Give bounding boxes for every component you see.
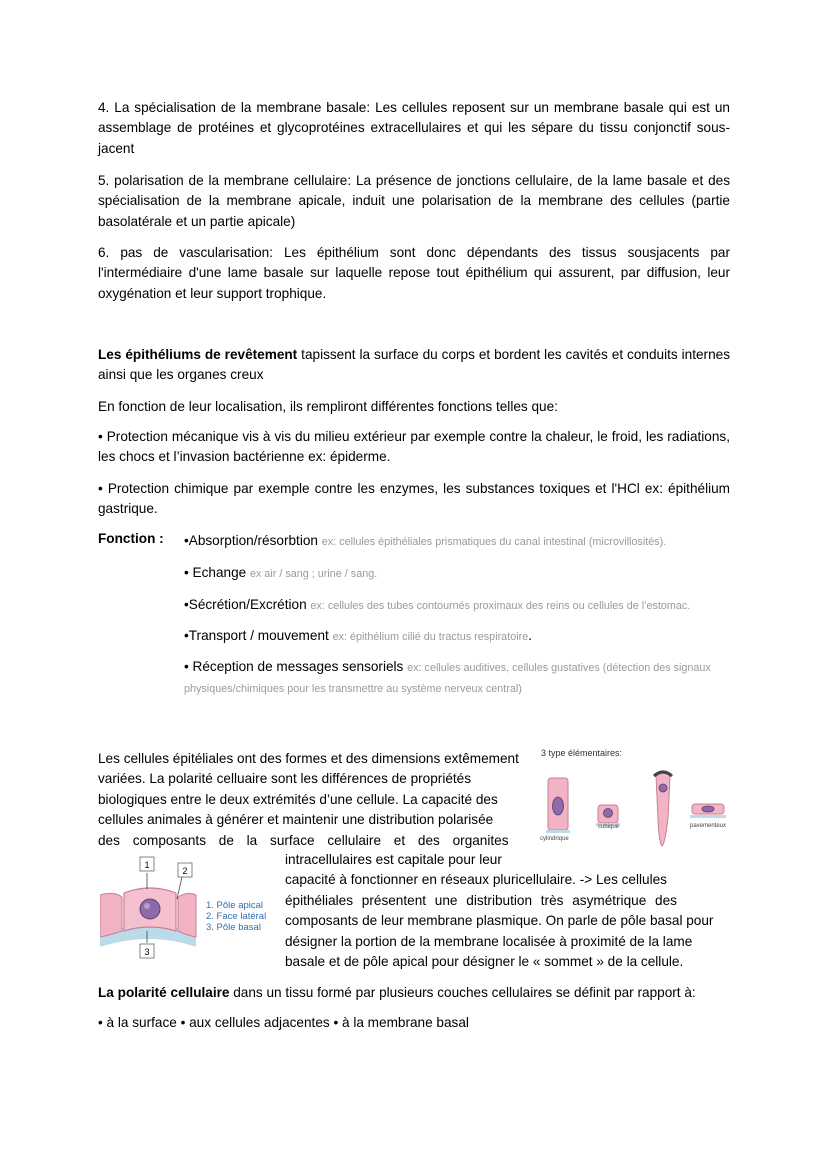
bullet-chemical: • Protection chimique par exemple contre les enzymes, les substances toxiques et l'HCl ex: épithélium gastrique. bbox=[98, 481, 730, 517]
definition-bold: La polarité cellulaire bbox=[98, 985, 230, 1000]
polarity-list: • à la surface • aux cellules adjacentes • à la membrane basal bbox=[98, 1015, 469, 1030]
polarite-wrap-text bbox=[285, 850, 729, 972]
function-item bbox=[184, 531, 764, 552]
cuboidal-cell-icon bbox=[596, 805, 620, 826]
caption-cylindrique: cylindrique bbox=[540, 836, 569, 842]
polarity-diagram bbox=[100, 855, 200, 960]
paragraph-polarisation: 5. polarisation de la membrane cellulaire: La présence de jonctions cellulaire, de la lame basale et des spécialisation de la membrane apicale, induit une polarisation de la membrane des cellules (partie basolatérale et un partie apicale) bbox=[98, 173, 730, 229]
text-line: basale et de pôle apical pour désigner le « sommet » de la cellule. bbox=[285, 954, 684, 970]
function-item bbox=[184, 657, 764, 699]
function-name: • Réception de messages sensoriels bbox=[184, 659, 404, 674]
paragraph-revetement bbox=[98, 345, 730, 386]
text-line: composants de leur membrane plasmique. On parle de pôle basal pour bbox=[285, 913, 714, 929]
text-line: biologiques entre le deux extrémités d’une cellule. La capacité des bbox=[98, 791, 498, 807]
fonction-label: Fonction : bbox=[98, 531, 164, 546]
paragraph-intro: En fonction de leur localisation, ils rempliront différentes fonctions telles que: bbox=[98, 399, 558, 414]
text-line: capacité à fonctionner en réseaux pluricellulaire. -> Les cellules bbox=[285, 872, 667, 888]
function-example: ex air / sang ; urine / sang. bbox=[249, 568, 378, 580]
label-number-3: 3 bbox=[144, 947, 150, 957]
function-example: ex: épithélium cilié du tractus respiratoire bbox=[332, 631, 529, 643]
function-example: ex: cellules auditives, cellules gustatives (détection des signaux physiques/chimiques pour les transmettre au système nerveux central) bbox=[184, 662, 711, 695]
paragraph-vascularisation: 6. pas de vascularisation: Les épithélium sont donc dépendants des tissus sousjacents par l'intermédiaire d'une lame basale sur laquelle repose tout épithélium qui assurent, par diffusion, leur oxygénation et leur support trophique. bbox=[98, 245, 730, 301]
label-number-1: 1 bbox=[144, 860, 150, 870]
legend-item: 3. Pôle basal bbox=[206, 922, 261, 933]
text-line: désigner la portion de la membrane localisée à proximité de la lame bbox=[285, 933, 693, 949]
columnar-tall-cell-icon bbox=[654, 772, 672, 846]
label-number-2: 2 bbox=[182, 866, 188, 876]
function-suffix: . bbox=[528, 628, 532, 643]
legend-item: 2. Face latéral bbox=[206, 911, 267, 922]
text-line: variées. La polarité celluaire sont les différences de propriétés bbox=[98, 771, 472, 787]
neighbour-cell-right bbox=[178, 893, 196, 937]
function-name: •Sécrétion/Excrétion bbox=[184, 597, 307, 612]
polarity-legend bbox=[206, 900, 266, 933]
caption-pavementeux: pavementeux bbox=[690, 823, 727, 829]
function-item bbox=[184, 595, 764, 616]
figure-types-title: 3 type élémentaires: bbox=[541, 748, 623, 758]
text-line: épithéliales présentent une distribution très asymétrique des bbox=[285, 892, 677, 908]
function-name: •Transport / mouvement bbox=[184, 628, 329, 643]
revetement-bold: Les épithéliums de revêtement bbox=[98, 347, 298, 362]
bullet-mechanical: • Protection mécanique vis à vis du milieu extérieur par exemple contre la chaleur, le froid, les radiations, les chocs et l’invasion bactérienne ex: épiderme. bbox=[98, 429, 730, 465]
paragraph-definition bbox=[98, 983, 730, 1003]
cylindrical-cell-icon bbox=[546, 778, 570, 833]
paragraph-basal-membrane: 4. La spécialisation de la membrane basale: Les cellules reposent sur un membrane basale qui est un assemblage de protéines et glycoprotéines extracellulaires et qui les sépare du tissu conjonctif sous-jacent bbox=[98, 100, 730, 156]
nucleus-shape bbox=[140, 899, 160, 919]
neighbour-cell-left bbox=[100, 893, 122, 937]
text-line: cellules animales à générer et maintenir une distribution polarisée bbox=[98, 812, 494, 828]
text-line: intracellulaires est capitale pour leur bbox=[285, 852, 502, 867]
definition-rest: dans un tissu formé par plusieurs couches cellulaires se définit par rapport à: bbox=[229, 985, 696, 1000]
function-example: ex: cellules épithéliales prismatiques du canal intestinal (microvillosités). bbox=[321, 536, 667, 548]
legend-item: 1. Pôle apical bbox=[206, 900, 264, 911]
text-line: des composants de la surface cellulaire et des organites bbox=[98, 832, 509, 848]
caption-cubique: cubique bbox=[598, 824, 620, 830]
function-name: •Absorption/résorbtion bbox=[184, 533, 318, 548]
function-name: • Echange bbox=[184, 565, 247, 580]
function-item bbox=[184, 626, 764, 647]
revetement-rest: tapissent la surface du corps et bordent les cavités et conduits internes ainsi que les organes creux bbox=[98, 347, 730, 383]
text-line: Les cellules épitéliales ont des formes et des dimensions extêmement bbox=[98, 751, 519, 766]
function-example: ex: cellules des tubes contournés proximaux des reins ou cellules de l’estomac. bbox=[310, 600, 691, 612]
polarite-left-text bbox=[98, 749, 526, 851]
squamous-cell-icon bbox=[690, 804, 726, 818]
function-item bbox=[184, 563, 764, 584]
